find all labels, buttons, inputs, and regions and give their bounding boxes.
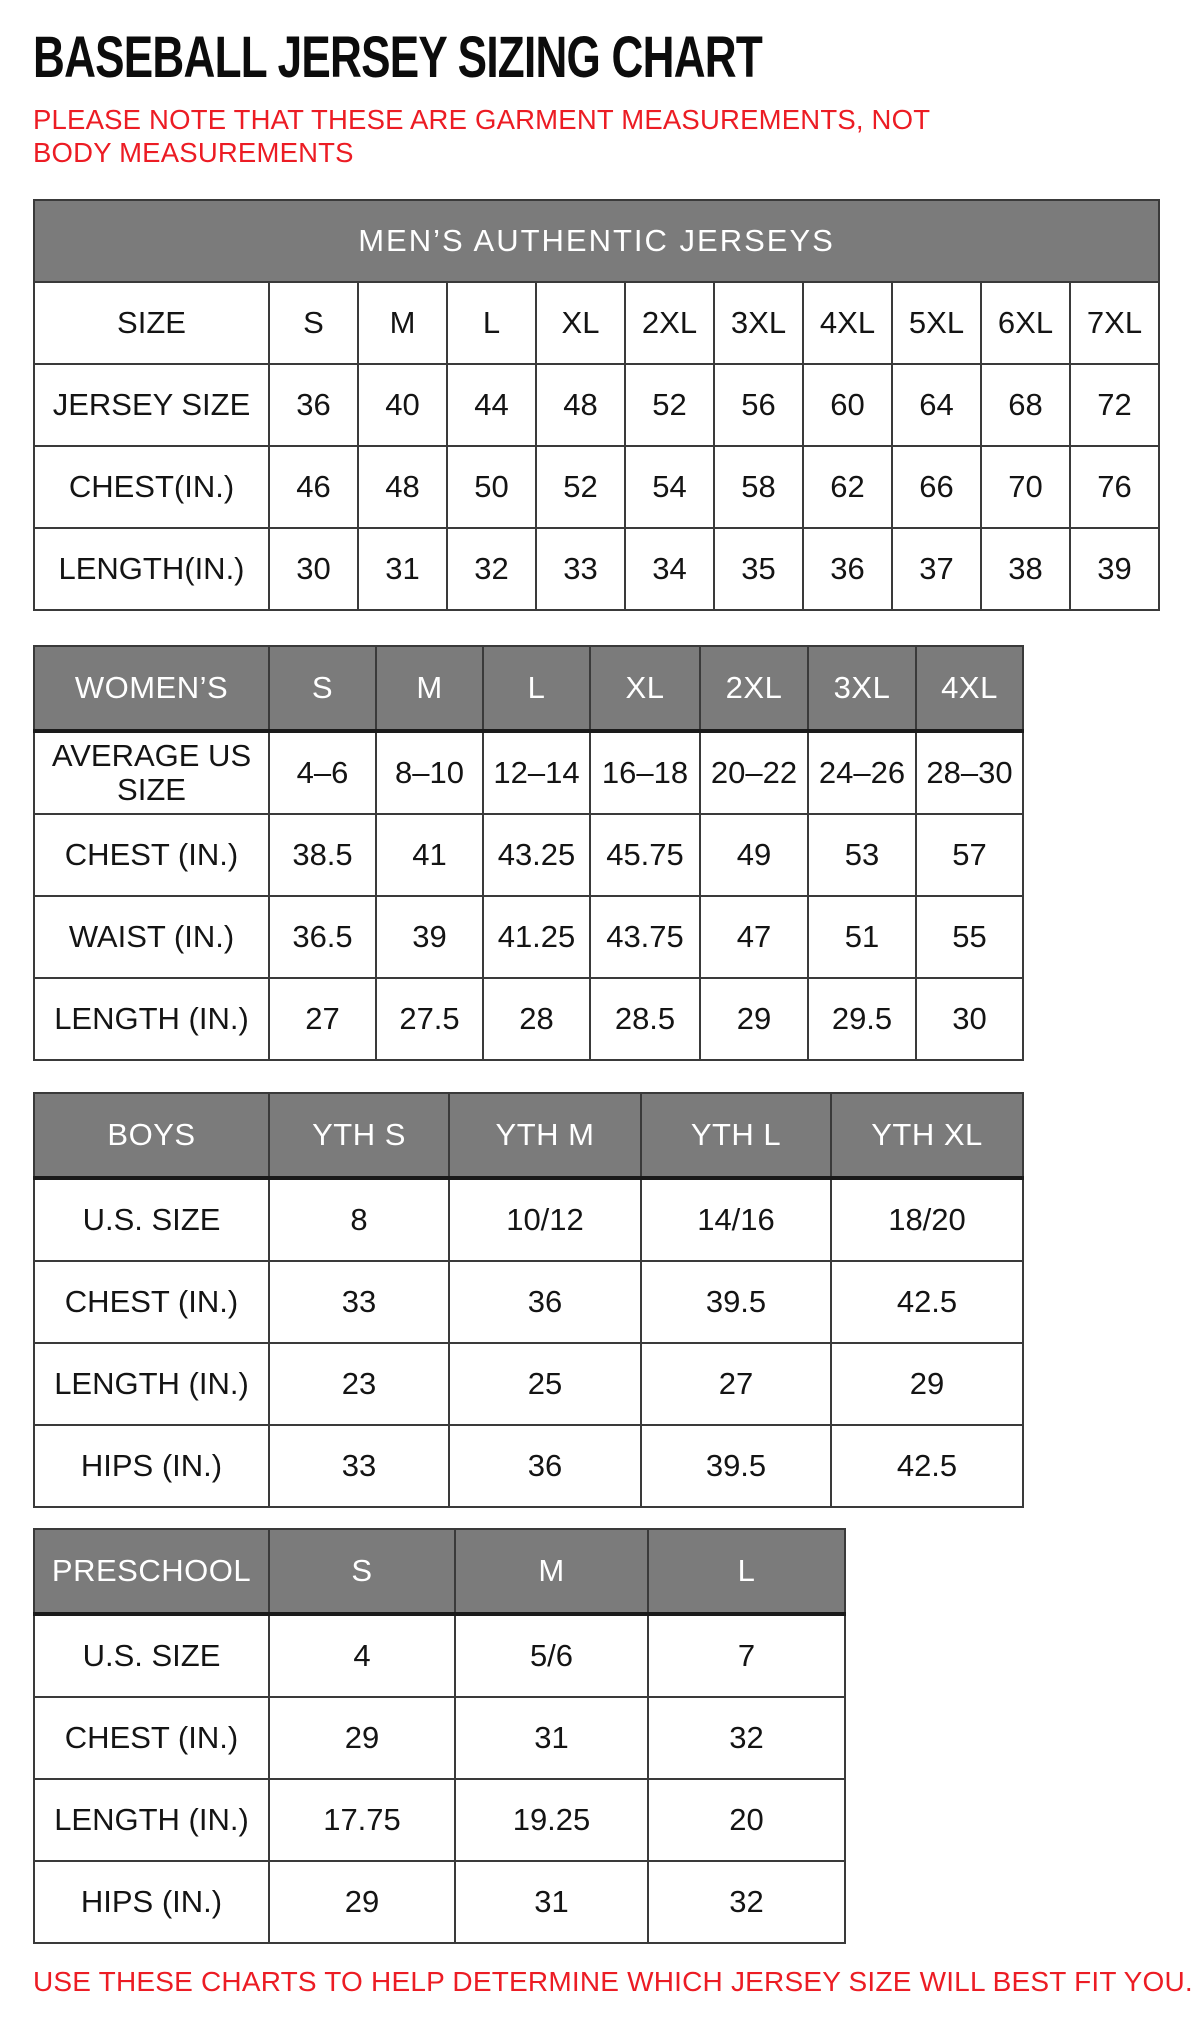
mens-column-header: 6XL [981,282,1070,364]
mens-banner: MEN’S AUTHENTIC JERSEYS [34,200,1159,282]
mens-value-cell: 48 [358,446,447,528]
womens-value-cell: 29 [700,978,808,1060]
mens-banner-row [34,200,1159,282]
boys-value-cell: 14/16 [641,1178,831,1261]
preschool-row-label: LENGTH (IN.) [34,1779,269,1861]
boys-row-label: CHEST (IN.) [34,1261,269,1343]
boys-value-cell: 42.5 [831,1261,1023,1343]
preschool-data-row [34,1861,845,1943]
womens-value-cell: 55 [916,896,1023,978]
boys-column-header: YTH XL [831,1093,1023,1178]
boys-value-cell: 39.5 [641,1261,831,1343]
mens-value-cell: 48 [536,364,625,446]
preschool-value-cell: 31 [455,1861,648,1943]
womens-value-cell: 27 [269,978,376,1060]
womens-value-cell: 39 [376,896,483,978]
womens-value-cell: 27.5 [376,978,483,1060]
mens-column-header: M [358,282,447,364]
preschool-value-cell: 29 [269,1697,455,1779]
boys-value-cell: 27 [641,1343,831,1425]
mens-value-cell: 33 [536,528,625,610]
womens-value-cell: 41.25 [483,896,590,978]
womens-column-header: WOMEN’S [34,646,269,731]
mens-column-header: 4XL [803,282,892,364]
mens-data-row [34,364,1159,446]
mens-value-cell: 52 [536,446,625,528]
mens-column-header: SIZE [34,282,269,364]
boys-value-cell: 33 [269,1425,449,1507]
boys-value-cell: 18/20 [831,1178,1023,1261]
boys-sizing-table [33,1092,1024,1508]
womens-row-label: WAIST (IN.) [34,896,269,978]
preschool-value-cell: 31 [455,1697,648,1779]
womens-value-cell: 4–6 [269,731,376,814]
womens-column-header: M [376,646,483,731]
preschool-value-cell: 20 [648,1779,845,1861]
mens-value-cell: 72 [1070,364,1159,446]
preschool-row-label: U.S. SIZE [34,1614,269,1697]
mens-column-header: L [447,282,536,364]
footer-note: USE THESE CHARTS TO HELP DETERMINE WHICH JERSEY SIZE WILL BEST FIT YOU. [33,1966,1193,1997]
mens-value-cell: 56 [714,364,803,446]
womens-value-cell: 8–10 [376,731,483,814]
mens-value-cell: 64 [892,364,981,446]
mens-value-cell: 76 [1070,446,1159,528]
womens-data-row [34,896,1023,978]
womens-value-cell: 29.5 [808,978,916,1060]
boys-data-row [34,1178,1023,1261]
womens-column-header-row [34,646,1023,731]
mens-value-cell: 31 [358,528,447,610]
womens-column-header: L [483,646,590,731]
mens-value-cell: 52 [625,364,714,446]
mens-sizing-table [33,199,1160,611]
womens-data-row [34,731,1023,814]
mens-value-cell: 70 [981,446,1070,528]
preschool-value-cell: 7 [648,1614,845,1697]
mens-column-header: 5XL [892,282,981,364]
mens-column-header: XL [536,282,625,364]
womens-column-header: 2XL [700,646,808,731]
womens-value-cell: 24–26 [808,731,916,814]
womens-data-row [34,814,1023,896]
preschool-row-label: HIPS (IN.) [34,1861,269,1943]
boys-column-header-row [34,1093,1023,1178]
preschool-data-row [34,1614,845,1697]
mens-column-header: 3XL [714,282,803,364]
boys-value-cell: 36 [449,1425,641,1507]
mens-value-cell: 54 [625,446,714,528]
preschool-data-row [34,1697,845,1779]
womens-value-cell: 30 [916,978,1023,1060]
garment-measurements-note: PLEASE NOTE THAT THESE ARE GARMENT MEASUREMENTS, NOT BODY MEASUREMENTS [33,104,930,168]
boys-value-cell: 39.5 [641,1425,831,1507]
mens-value-cell: 68 [981,364,1070,446]
page-title [33,24,1170,91]
preschool-column-header: L [648,1529,845,1614]
preschool-column-header: PRESCHOOL [34,1529,269,1614]
sizing-tables-container [33,199,1170,1944]
womens-column-header: XL [590,646,700,731]
boys-value-cell: 25 [449,1343,641,1425]
womens-value-cell: 41 [376,814,483,896]
preschool-data-row [34,1779,845,1861]
womens-value-cell: 47 [700,896,808,978]
preschool-value-cell: 29 [269,1861,455,1943]
boys-row-label: LENGTH (IN.) [34,1343,269,1425]
mens-value-cell: 39 [1070,528,1159,610]
womens-row-label: LENGTH (IN.) [34,978,269,1060]
mens-value-cell: 40 [358,364,447,446]
mens-value-cell: 35 [714,528,803,610]
boys-value-cell: 29 [831,1343,1023,1425]
mens-data-row [34,446,1159,528]
womens-value-cell: 45.75 [590,814,700,896]
preschool-column-header-row [34,1529,845,1614]
mens-value-cell: 36 [269,364,358,446]
womens-row-label: CHEST (IN.) [34,814,269,896]
preschool-value-cell: 19.25 [455,1779,648,1861]
womens-value-cell: 16–18 [590,731,700,814]
womens-value-cell: 38.5 [269,814,376,896]
mens-value-cell: 62 [803,446,892,528]
boys-column-header: BOYS [34,1093,269,1178]
mens-value-cell: 30 [269,528,358,610]
mens-column-header: S [269,282,358,364]
boys-value-cell: 36 [449,1261,641,1343]
boys-value-cell: 10/12 [449,1178,641,1261]
preschool-sizing-table [33,1528,846,1944]
womens-row-label: AVERAGE US SIZE [34,731,269,814]
womens-column-header: 3XL [808,646,916,731]
womens-value-cell: 28.5 [590,978,700,1060]
mens-column-header: 7XL [1070,282,1159,364]
womens-value-cell: 36.5 [269,896,376,978]
mens-value-cell: 58 [714,446,803,528]
womens-column-header: S [269,646,376,731]
boys-column-header: YTH M [449,1093,641,1178]
mens-value-cell: 50 [447,446,536,528]
womens-data-row [34,978,1023,1060]
preschool-value-cell: 5/6 [455,1614,648,1697]
mens-value-cell: 38 [981,528,1070,610]
mens-value-cell: 37 [892,528,981,610]
womens-value-cell: 49 [700,814,808,896]
womens-value-cell: 43.75 [590,896,700,978]
boys-value-cell: 23 [269,1343,449,1425]
mens-value-cell: 60 [803,364,892,446]
womens-value-cell: 28–30 [916,731,1023,814]
boys-value-cell: 8 [269,1178,449,1261]
mens-row-label: CHEST(IN.) [34,446,269,528]
mens-column-header-row [34,282,1159,364]
boys-value-cell: 33 [269,1261,449,1343]
mens-value-cell: 36 [803,528,892,610]
womens-value-cell: 12–14 [483,731,590,814]
page-title-text: BASEBALL JERSEY SIZING CHART [33,25,763,90]
boys-row-label: U.S. SIZE [34,1178,269,1261]
preschool-value-cell: 17.75 [269,1779,455,1861]
boys-column-header: YTH S [269,1093,449,1178]
mens-value-cell: 34 [625,528,714,610]
mens-row-label: LENGTH(IN.) [34,528,269,610]
mens-value-cell: 66 [892,446,981,528]
boys-row-label: HIPS (IN.) [34,1425,269,1507]
mens-row-label: JERSEY SIZE [34,364,269,446]
mens-data-row [34,528,1159,610]
mens-value-cell: 44 [447,364,536,446]
preschool-value-cell: 32 [648,1697,845,1779]
preschool-row-label: CHEST (IN.) [34,1697,269,1779]
womens-value-cell: 43.25 [483,814,590,896]
womens-value-cell: 53 [808,814,916,896]
boys-data-row [34,1425,1023,1507]
boys-data-row [34,1343,1023,1425]
boys-column-header: YTH L [641,1093,831,1178]
mens-column-header: 2XL [625,282,714,364]
mens-value-cell: 46 [269,446,358,528]
mens-value-cell: 32 [447,528,536,610]
womens-value-cell: 20–22 [700,731,808,814]
womens-value-cell: 28 [483,978,590,1060]
preschool-column-header: M [455,1529,648,1614]
womens-column-header: 4XL [916,646,1023,731]
preschool-column-header: S [269,1529,455,1614]
preschool-value-cell: 32 [648,1861,845,1943]
preschool-value-cell: 4 [269,1614,455,1697]
womens-sizing-table [33,645,1024,1061]
womens-value-cell: 51 [808,896,916,978]
boys-value-cell: 42.5 [831,1425,1023,1507]
boys-data-row [34,1261,1023,1343]
womens-value-cell: 57 [916,814,1023,896]
